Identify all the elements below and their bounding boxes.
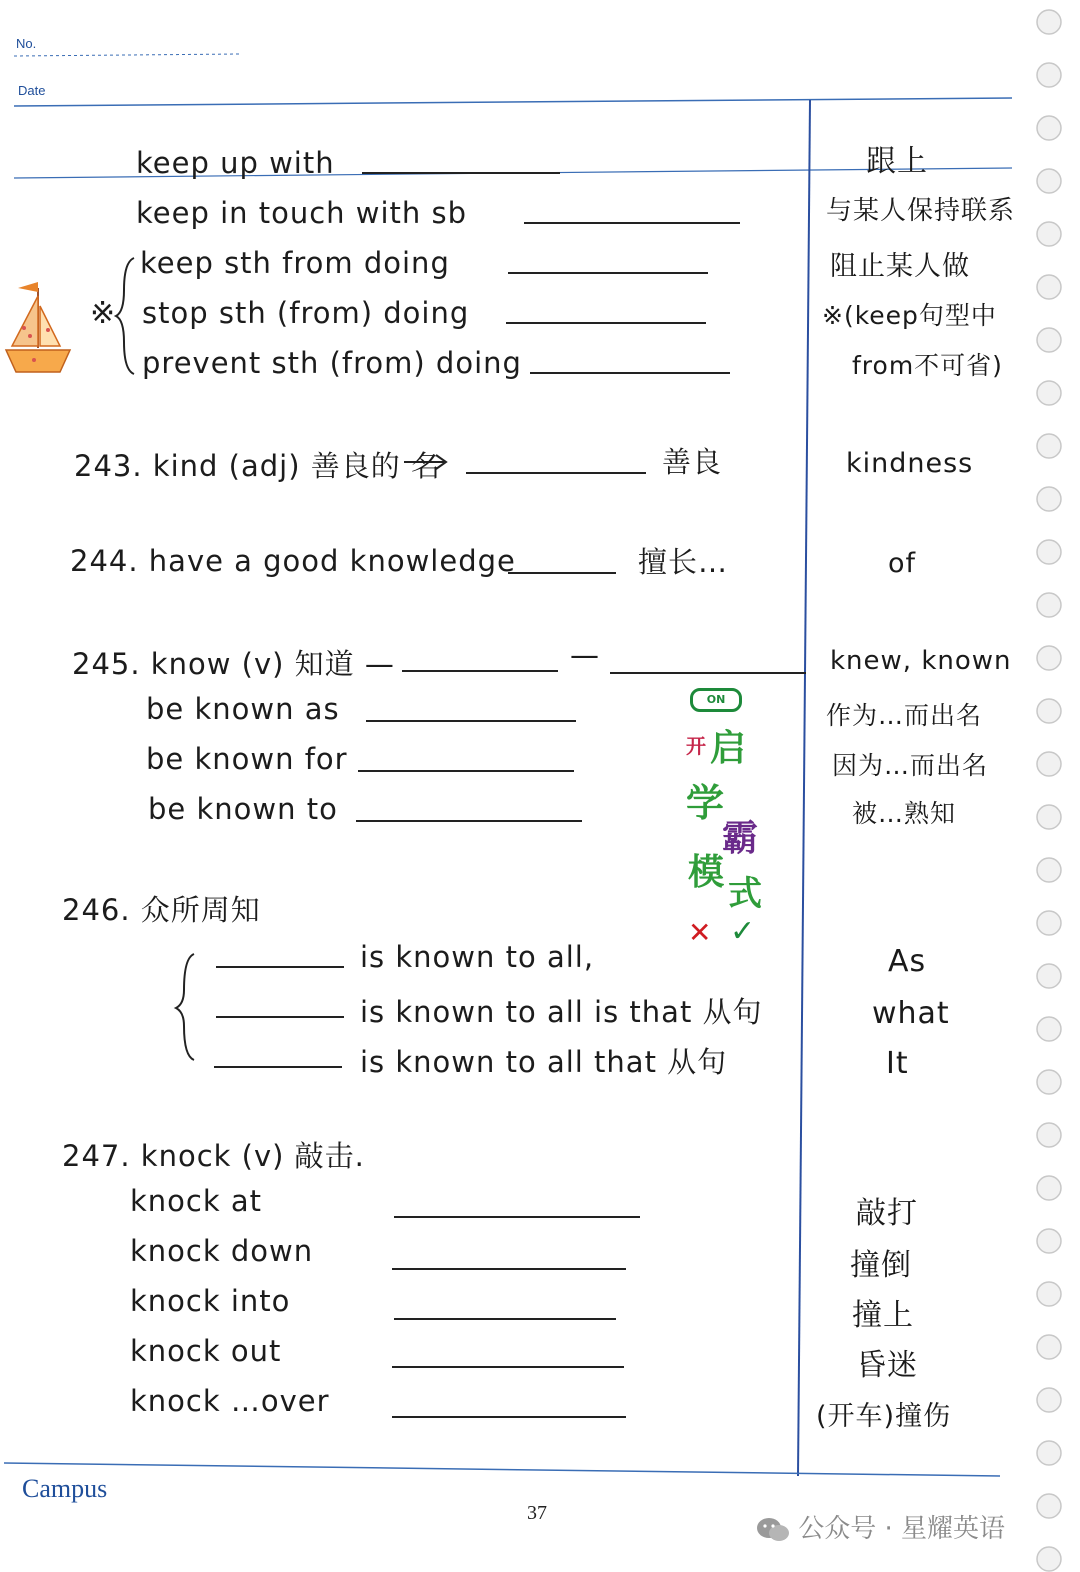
answer-blank[interactable] [506,322,706,324]
answer-blank[interactable] [508,272,708,274]
answer-blank[interactable] [214,1066,342,1068]
answer-blank[interactable] [216,1016,344,1018]
entry-246-line2: is known to all is that 从句 [360,995,763,1029]
answer-blank[interactable] [216,966,344,968]
answer-blank[interactable] [392,1416,626,1418]
wechat-icon [756,1517,790,1543]
answer-text: 作为…而出名 [826,701,983,730]
answer-blank[interactable] [530,372,730,374]
watermark [756,1508,1005,1545]
sticker-char: 学 [686,781,725,825]
entry-245-dash: — [570,638,600,672]
entry-keep-in-touch: keep in touch with sb [136,196,468,230]
entry-be-known-for: be known for [146,742,348,776]
entry-243-kind: 243. kind (adj) 善良的 名 [74,449,441,483]
answer-blank[interactable] [466,472,646,474]
answer-blank[interactable] [366,720,576,722]
entry-246-title: 246. 众所周知 [62,893,261,927]
entry-246-line3: is known to all that 从句 [360,1045,728,1079]
answer-text: kindness [846,448,974,479]
entry-244-have: 244. have a good knowledge [70,544,516,578]
answer-blank[interactable] [394,1318,616,1320]
answer-blank[interactable] [610,672,806,674]
entry-246-line1: is known to all, [360,940,595,974]
watermark-text: 公众号 · 星耀英语 [798,1514,1006,1544]
answer-blank[interactable] [508,572,616,574]
answer-text: 撞上 [852,1298,914,1333]
answer-text: 昏迷 [856,1348,918,1383]
reference-mark: ※ [90,296,117,331]
entry-keep-sth-from: keep sth from doing [140,246,450,280]
answer-blank[interactable] [392,1268,626,1270]
sailboat-icon [4,278,74,388]
entry-stop-sth-from: stop sth (from) doing [142,296,470,330]
sticker-char: 霸 [722,818,759,859]
answer-blank[interactable] [524,222,740,224]
answer-blank[interactable] [394,1216,640,1218]
answer-blank[interactable] [392,1366,624,1368]
entry-247-knock: 247. knock (v) 敲击. [62,1139,365,1173]
answer-text: what [872,996,950,1031]
answer-blank[interactable] [402,670,558,672]
sticker-char: 模 [688,852,725,893]
entry-knock-at: knock at [130,1184,263,1218]
answer-blank[interactable] [356,820,582,822]
sticker-on-badge: ON [690,688,742,712]
entry-knock-down: knock down [130,1234,314,1268]
sticker-char: 开 [686,734,706,758]
answer-text: 跟上 [866,144,928,179]
answer-text: 阻止某人做 [830,251,970,282]
entry-be-known-to: be known to [148,792,338,826]
answer-text: It [886,1046,909,1081]
entry-prevent-sth-from: prevent sth (from) doing [142,346,522,380]
entry-243-note: 善良 [662,445,723,479]
answer-blank[interactable] [362,172,560,174]
answer-text: 因为…而出名 [832,751,989,780]
entry-keep-up-with: keep up with [136,146,335,180]
answer-text: of [888,548,917,579]
entry-knock-into: knock into [130,1284,291,1318]
no-label: No. [16,36,37,51]
entry-be-known-as: be known as [146,692,340,726]
page-number: 37 [527,1502,547,1524]
entry-244-note: 擅长… [638,545,729,579]
answer-text: (开车)撞伤 [816,1401,952,1432]
campus-brand-logo: Campus [22,1474,108,1503]
sticker-char: 启 [710,728,747,769]
entry-knock-out: knock out [130,1334,282,1368]
answer-text: 敲打 [856,1196,918,1231]
answer-text: from不可省) [852,351,1003,380]
sticker-cross-icon: ✕ [688,916,712,949]
answer-text: 被…熟知 [852,799,957,828]
entry-245-know: 245. know (v) 知道 — [72,647,395,681]
sticker-check-icon: ✓ [730,914,756,949]
answer-text: ※(keep句型中 [822,301,997,330]
answer-text: As [888,944,927,979]
entry-knock-over: knock …over [130,1384,330,1418]
answer-blank[interactable] [358,770,574,772]
sticker-char: 式 [728,874,762,914]
date-label: Date [18,83,46,98]
answer-text: knew, known [830,646,1012,676]
answer-text: 与某人保持联系 [826,196,1016,226]
answer-text: 撞倒 [850,1248,912,1283]
